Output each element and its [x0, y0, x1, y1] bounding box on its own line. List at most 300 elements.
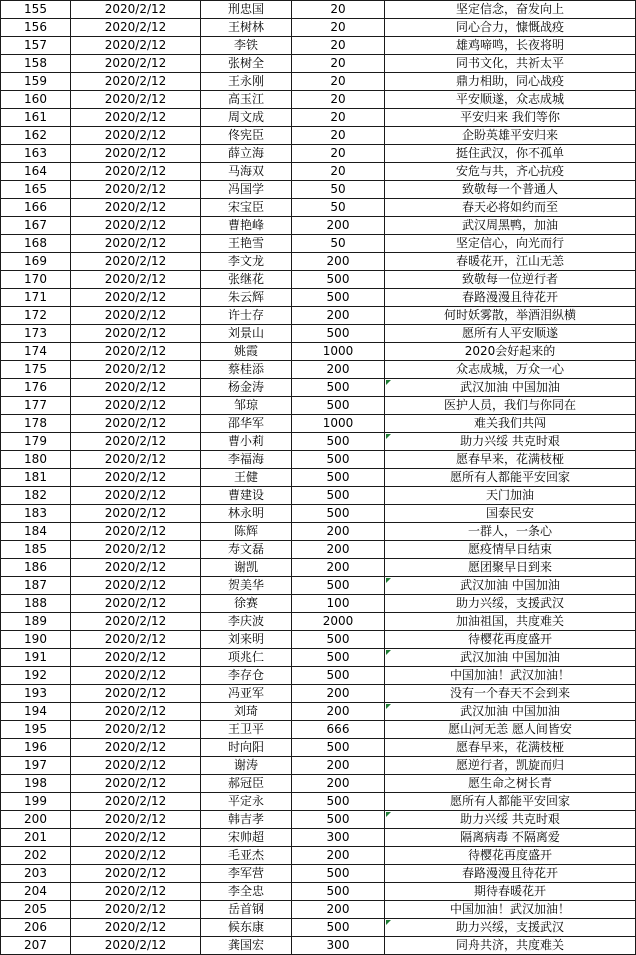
date-cell: 2020/2/12 — [71, 271, 201, 289]
message-cell: 雄鸡啼鸣，长夜将明 — [385, 37, 636, 55]
donor-name-cell: 宋宝臣 — [201, 199, 292, 217]
table-row — [1, 37, 636, 55]
date-cell: 2020/2/12 — [71, 217, 201, 235]
donor-name-cell: 曹小莉 — [201, 433, 292, 451]
table-row — [1, 505, 636, 523]
donor-name-cell: 谢凯 — [201, 559, 292, 577]
table-row — [1, 469, 636, 487]
table-row — [1, 163, 636, 181]
row-number-cell: 207 — [1, 937, 71, 955]
donor-name-cell: 寿文磊 — [201, 541, 292, 559]
amount-cell: 500 — [292, 469, 385, 487]
amount-cell: 200 — [292, 757, 385, 775]
date-cell: 2020/2/12 — [71, 307, 201, 325]
amount-cell: 666 — [292, 721, 385, 739]
date-cell: 2020/2/12 — [71, 361, 201, 379]
message-cell: 中国加油！武汉加油！ — [385, 667, 636, 685]
row-number-cell: 160 — [1, 91, 71, 109]
date-cell: 2020/2/12 — [71, 55, 201, 73]
table-row — [1, 415, 636, 433]
message-cell: 同书文化，共祈太平 — [385, 55, 636, 73]
table-row — [1, 19, 636, 37]
row-number-cell: 202 — [1, 847, 71, 865]
row-number-cell: 205 — [1, 901, 71, 919]
row-number-cell: 164 — [1, 163, 71, 181]
date-cell: 2020/2/12 — [71, 901, 201, 919]
row-number-cell: 199 — [1, 793, 71, 811]
donor-name-cell: 高玉江 — [201, 91, 292, 109]
donor-name-cell: 龚国宏 — [201, 937, 292, 955]
table-row — [1, 523, 636, 541]
table-row — [1, 865, 636, 883]
message-cell: 愿逆行者，凯旋而归 — [385, 757, 636, 775]
row-number-cell: 188 — [1, 595, 71, 613]
date-cell: 2020/2/12 — [71, 865, 201, 883]
amount-cell: 200 — [292, 361, 385, 379]
table-row — [1, 55, 636, 73]
donor-name-cell: 李福海 — [201, 451, 292, 469]
row-number-cell: 197 — [1, 757, 71, 775]
date-cell: 2020/2/12 — [71, 109, 201, 127]
table-row — [1, 379, 636, 397]
amount-cell: 200 — [292, 847, 385, 865]
date-cell: 2020/2/12 — [71, 145, 201, 163]
amount-cell: 20 — [292, 1, 385, 19]
amount-cell: 20 — [292, 19, 385, 37]
message-cell: 愿所有人都能平安回家 — [385, 793, 636, 811]
amount-cell: 500 — [292, 793, 385, 811]
donor-name-cell: 佟宪臣 — [201, 127, 292, 145]
table-row — [1, 721, 636, 739]
donor-name-cell: 岳首钢 — [201, 901, 292, 919]
table-row — [1, 217, 636, 235]
amount-cell: 200 — [292, 253, 385, 271]
message-cell: 何时妖雾散，举酒泪纵横 — [385, 307, 636, 325]
message-cell: 没有一个春天不会到来 — [385, 685, 636, 703]
message-cell: 致敬每一个普通人 — [385, 181, 636, 199]
row-number-cell: 186 — [1, 559, 71, 577]
table-row — [1, 775, 636, 793]
row-number-cell: 161 — [1, 109, 71, 127]
message-cell: 平安归来 我们等你 — [385, 109, 636, 127]
date-cell: 2020/2/12 — [71, 397, 201, 415]
donor-name-cell: 林永明 — [201, 505, 292, 523]
amount-cell: 50 — [292, 199, 385, 217]
message-cell: 隔离病毒 不隔离爱 — [385, 829, 636, 847]
table-row — [1, 541, 636, 559]
donor-name-cell: 薛立海 — [201, 145, 292, 163]
donor-name-cell: 刘景山 — [201, 325, 292, 343]
message-cell: 武汉加油 中国加油 — [385, 649, 636, 667]
amount-cell: 500 — [292, 649, 385, 667]
row-number-cell: 195 — [1, 721, 71, 739]
date-cell: 2020/2/12 — [71, 505, 201, 523]
date-cell: 2020/2/12 — [71, 541, 201, 559]
table-row — [1, 73, 636, 91]
date-cell: 2020/2/12 — [71, 775, 201, 793]
amount-cell: 20 — [292, 37, 385, 55]
donor-name-cell: 周文成 — [201, 109, 292, 127]
donor-name-cell: 曹建设 — [201, 487, 292, 505]
amount-cell: 100 — [292, 595, 385, 613]
donor-name-cell: 郝冠臣 — [201, 775, 292, 793]
date-cell: 2020/2/12 — [71, 181, 201, 199]
table-row — [1, 433, 636, 451]
table-row — [1, 685, 636, 703]
donor-name-cell: 王艳雪 — [201, 235, 292, 253]
message-cell: 愿团聚早日到来 — [385, 559, 636, 577]
donor-name-cell: 刑忠国 — [201, 1, 292, 19]
message-cell: 助力兴绥 共克时艰 — [385, 811, 636, 829]
row-number-cell: 180 — [1, 451, 71, 469]
message-cell: 加油祖国，共度难关 — [385, 613, 636, 631]
message-cell: 安危与共，齐心抗疫 — [385, 163, 636, 181]
amount-cell: 50 — [292, 235, 385, 253]
row-number-cell: 204 — [1, 883, 71, 901]
row-number-cell: 183 — [1, 505, 71, 523]
date-cell: 2020/2/12 — [71, 91, 201, 109]
donor-name-cell: 冯国学 — [201, 181, 292, 199]
row-number-cell: 168 — [1, 235, 71, 253]
table-row — [1, 199, 636, 217]
message-cell: 众志成城，万众一心 — [385, 361, 636, 379]
message-cell: 一群人，一条心 — [385, 523, 636, 541]
date-cell: 2020/2/12 — [71, 163, 201, 181]
date-cell: 2020/2/12 — [71, 829, 201, 847]
amount-cell: 20 — [292, 109, 385, 127]
date-cell: 2020/2/12 — [71, 793, 201, 811]
date-cell: 2020/2/12 — [71, 721, 201, 739]
date-cell: 2020/2/12 — [71, 289, 201, 307]
row-number-cell: 156 — [1, 19, 71, 37]
date-cell: 2020/2/12 — [71, 235, 201, 253]
donor-name-cell: 王健 — [201, 469, 292, 487]
amount-cell: 20 — [292, 145, 385, 163]
amount-cell: 2000 — [292, 613, 385, 631]
row-number-cell: 162 — [1, 127, 71, 145]
table-row — [1, 181, 636, 199]
table-row — [1, 91, 636, 109]
amount-cell: 50 — [292, 181, 385, 199]
amount-cell: 500 — [292, 577, 385, 595]
donor-name-cell: 徐赛 — [201, 595, 292, 613]
row-number-cell: 206 — [1, 919, 71, 937]
amount-cell: 200 — [292, 559, 385, 577]
message-cell: 天门加油 — [385, 487, 636, 505]
row-number-cell: 185 — [1, 541, 71, 559]
amount-cell: 200 — [292, 523, 385, 541]
donor-name-cell: 李存仓 — [201, 667, 292, 685]
row-number-cell: 177 — [1, 397, 71, 415]
row-number-cell: 178 — [1, 415, 71, 433]
donor-name-cell: 姚霞 — [201, 343, 292, 361]
table-row — [1, 397, 636, 415]
table-row — [1, 253, 636, 271]
amount-cell: 20 — [292, 55, 385, 73]
table-row — [1, 739, 636, 757]
date-cell: 2020/2/12 — [71, 451, 201, 469]
donor-name-cell: 朱云辉 — [201, 289, 292, 307]
row-number-cell: 165 — [1, 181, 71, 199]
table-row — [1, 577, 636, 595]
date-cell: 2020/2/12 — [71, 919, 201, 937]
row-number-cell: 174 — [1, 343, 71, 361]
row-number-cell: 175 — [1, 361, 71, 379]
message-cell: 武汉周黑鸭，加油 — [385, 217, 636, 235]
date-cell: 2020/2/12 — [71, 19, 201, 37]
donor-name-cell: 陈辉 — [201, 523, 292, 541]
message-cell: 挺住武汉，你不孤单 — [385, 145, 636, 163]
table-row — [1, 811, 636, 829]
row-number-cell: 158 — [1, 55, 71, 73]
message-cell: 愿春早来，花满枝桠 — [385, 451, 636, 469]
message-cell: 国泰民安 — [385, 505, 636, 523]
donor-name-cell: 许士存 — [201, 307, 292, 325]
row-number-cell: 200 — [1, 811, 71, 829]
date-cell: 2020/2/12 — [71, 469, 201, 487]
donor-name-cell: 李全忠 — [201, 883, 292, 901]
donor-name-cell: 张继花 — [201, 271, 292, 289]
table-row — [1, 559, 636, 577]
message-cell: 企盼英雄平安归来 — [385, 127, 636, 145]
table-row — [1, 793, 636, 811]
date-cell: 2020/2/12 — [71, 415, 201, 433]
date-cell: 2020/2/12 — [71, 253, 201, 271]
date-cell: 2020/2/12 — [71, 73, 201, 91]
row-number-cell: 166 — [1, 199, 71, 217]
amount-cell: 500 — [292, 487, 385, 505]
amount-cell: 500 — [292, 271, 385, 289]
amount-cell: 20 — [292, 127, 385, 145]
donor-name-cell: 王卫平 — [201, 721, 292, 739]
message-cell: 武汉加油 中国加油 — [385, 703, 636, 721]
date-cell: 2020/2/12 — [71, 667, 201, 685]
donor-name-cell: 时向阳 — [201, 739, 292, 757]
row-number-cell: 194 — [1, 703, 71, 721]
table-row — [1, 289, 636, 307]
donor-name-cell: 刘琦 — [201, 703, 292, 721]
message-cell: 春路漫漫且待花开 — [385, 865, 636, 883]
row-number-cell: 181 — [1, 469, 71, 487]
table-row — [1, 127, 636, 145]
table-row — [1, 919, 636, 937]
table-row — [1, 235, 636, 253]
amount-cell: 20 — [292, 163, 385, 181]
donor-name-cell: 邵华军 — [201, 415, 292, 433]
date-cell: 2020/2/12 — [71, 937, 201, 955]
message-cell: 愿疫情早日结束 — [385, 541, 636, 559]
row-number-cell: 191 — [1, 649, 71, 667]
donor-name-cell: 平定永 — [201, 793, 292, 811]
row-number-cell: 172 — [1, 307, 71, 325]
date-cell: 2020/2/12 — [71, 487, 201, 505]
donor-name-cell: 李庆波 — [201, 613, 292, 631]
table-row — [1, 595, 636, 613]
amount-cell: 500 — [292, 667, 385, 685]
amount-cell: 200 — [292, 703, 385, 721]
date-cell: 2020/2/12 — [71, 559, 201, 577]
table-row — [1, 145, 636, 163]
table-row — [1, 109, 636, 127]
row-number-cell: 196 — [1, 739, 71, 757]
amount-cell: 1000 — [292, 415, 385, 433]
date-cell: 2020/2/12 — [71, 595, 201, 613]
message-cell: 助力兴绥，支援武汉 — [385, 595, 636, 613]
message-cell: 助力兴绥 共克时艰 — [385, 433, 636, 451]
amount-cell: 300 — [292, 829, 385, 847]
table-row — [1, 883, 636, 901]
date-cell: 2020/2/12 — [71, 703, 201, 721]
table-row — [1, 361, 636, 379]
message-cell: 难关我们共闯 — [385, 415, 636, 433]
date-cell: 2020/2/12 — [71, 1, 201, 19]
date-cell: 2020/2/12 — [71, 847, 201, 865]
date-cell: 2020/2/12 — [71, 811, 201, 829]
message-cell: 愿山河无恙 愿人间皆安 — [385, 721, 636, 739]
amount-cell: 500 — [292, 919, 385, 937]
date-cell: 2020/2/12 — [71, 577, 201, 595]
amount-cell: 500 — [292, 865, 385, 883]
amount-cell: 500 — [292, 379, 385, 397]
amount-cell: 500 — [292, 451, 385, 469]
row-number-cell: 170 — [1, 271, 71, 289]
message-cell: 武汉加油 中国加油 — [385, 577, 636, 595]
donor-name-cell: 宋帅超 — [201, 829, 292, 847]
table-row — [1, 757, 636, 775]
date-cell: 2020/2/12 — [71, 325, 201, 343]
amount-cell: 500 — [292, 325, 385, 343]
date-cell: 2020/2/12 — [71, 379, 201, 397]
donor-name-cell: 李军营 — [201, 865, 292, 883]
donor-name-cell: 毛亚杰 — [201, 847, 292, 865]
table-row — [1, 667, 636, 685]
row-number-cell: 193 — [1, 685, 71, 703]
row-number-cell: 171 — [1, 289, 71, 307]
table-row — [1, 703, 636, 721]
amount-cell: 200 — [292, 775, 385, 793]
date-cell: 2020/2/12 — [71, 37, 201, 55]
donor-name-cell: 张树全 — [201, 55, 292, 73]
row-number-cell: 169 — [1, 253, 71, 271]
date-cell: 2020/2/12 — [71, 199, 201, 217]
amount-cell: 500 — [292, 433, 385, 451]
message-cell: 待樱花再度盛开 — [385, 847, 636, 865]
donor-name-cell: 王树林 — [201, 19, 292, 37]
message-cell: 平安顺遂，众志成城 — [385, 91, 636, 109]
amount-cell: 200 — [292, 541, 385, 559]
table-row — [1, 307, 636, 325]
row-number-cell: 159 — [1, 73, 71, 91]
amount-cell: 500 — [292, 883, 385, 901]
amount-cell: 500 — [292, 289, 385, 307]
message-cell: 助力兴绥，支援武汉 — [385, 919, 636, 937]
message-cell: 愿生命之树长青 — [385, 775, 636, 793]
message-cell: 春天必将如约而至 — [385, 199, 636, 217]
amount-cell: 20 — [292, 73, 385, 91]
message-cell: 鼎力相助，同心战疫 — [385, 73, 636, 91]
row-number-cell: 173 — [1, 325, 71, 343]
donor-name-cell: 王永刚 — [201, 73, 292, 91]
date-cell: 2020/2/12 — [71, 613, 201, 631]
date-cell: 2020/2/12 — [71, 433, 201, 451]
date-cell: 2020/2/12 — [71, 685, 201, 703]
table-row — [1, 847, 636, 865]
donor-name-cell: 曹艳峰 — [201, 217, 292, 235]
table-row — [1, 937, 636, 955]
message-cell: 医护人员，我们与你同在 — [385, 397, 636, 415]
amount-cell: 20 — [292, 91, 385, 109]
table-row — [1, 1, 636, 19]
row-number-cell: 176 — [1, 379, 71, 397]
message-cell: 2020会好起来的 — [385, 343, 636, 361]
row-number-cell: 190 — [1, 631, 71, 649]
amount-cell: 200 — [292, 901, 385, 919]
row-number-cell: 187 — [1, 577, 71, 595]
amount-cell: 200 — [292, 217, 385, 235]
message-cell: 致敬每一位逆行者 — [385, 271, 636, 289]
amount-cell: 500 — [292, 397, 385, 415]
amount-cell: 200 — [292, 685, 385, 703]
message-cell: 同心合力，慷慨战疫 — [385, 19, 636, 37]
message-cell: 中国加油！武汉加油！ — [385, 901, 636, 919]
donor-name-cell: 候东康 — [201, 919, 292, 937]
table-row — [1, 343, 636, 361]
donor-name-cell: 刘来明 — [201, 631, 292, 649]
donor-name-cell: 谢涛 — [201, 757, 292, 775]
row-number-cell: 189 — [1, 613, 71, 631]
message-cell: 春路漫漫且待花开 — [385, 289, 636, 307]
donor-name-cell: 马海双 — [201, 163, 292, 181]
row-number-cell: 163 — [1, 145, 71, 163]
amount-cell: 500 — [292, 505, 385, 523]
date-cell: 2020/2/12 — [71, 631, 201, 649]
amount-cell: 200 — [292, 307, 385, 325]
row-number-cell: 201 — [1, 829, 71, 847]
table-row — [1, 901, 636, 919]
message-cell: 同舟共济，共度难关 — [385, 937, 636, 955]
amount-cell: 1000 — [292, 343, 385, 361]
row-number-cell: 198 — [1, 775, 71, 793]
date-cell: 2020/2/12 — [71, 127, 201, 145]
message-cell: 武汉加油 中国加油 — [385, 379, 636, 397]
table-body — [1, 1, 636, 955]
donor-name-cell: 蔡桂添 — [201, 361, 292, 379]
amount-cell: 300 — [292, 937, 385, 955]
row-number-cell: 182 — [1, 487, 71, 505]
row-number-cell: 167 — [1, 217, 71, 235]
amount-cell: 500 — [292, 739, 385, 757]
message-cell: 愿春早来，花满枝桠 — [385, 739, 636, 757]
amount-cell: 500 — [292, 811, 385, 829]
table-row — [1, 613, 636, 631]
row-number-cell: 155 — [1, 1, 71, 19]
donor-name-cell: 李铁 — [201, 37, 292, 55]
table-row — [1, 649, 636, 667]
donor-name-cell: 项兆仁 — [201, 649, 292, 667]
donor-name-cell: 韩吉孝 — [201, 811, 292, 829]
table-row — [1, 325, 636, 343]
date-cell: 2020/2/12 — [71, 883, 201, 901]
row-number-cell: 192 — [1, 667, 71, 685]
message-cell: 坚定信念，奋发向上 — [385, 1, 636, 19]
message-cell: 待樱花再度盛开 — [385, 631, 636, 649]
row-number-cell: 157 — [1, 37, 71, 55]
donor-name-cell: 贺美华 — [201, 577, 292, 595]
message-cell: 期待春暖花开 — [385, 883, 636, 901]
donor-name-cell: 杨金涛 — [201, 379, 292, 397]
donor-name-cell: 李文龙 — [201, 253, 292, 271]
message-cell: 坚定信心，向光而行 — [385, 235, 636, 253]
